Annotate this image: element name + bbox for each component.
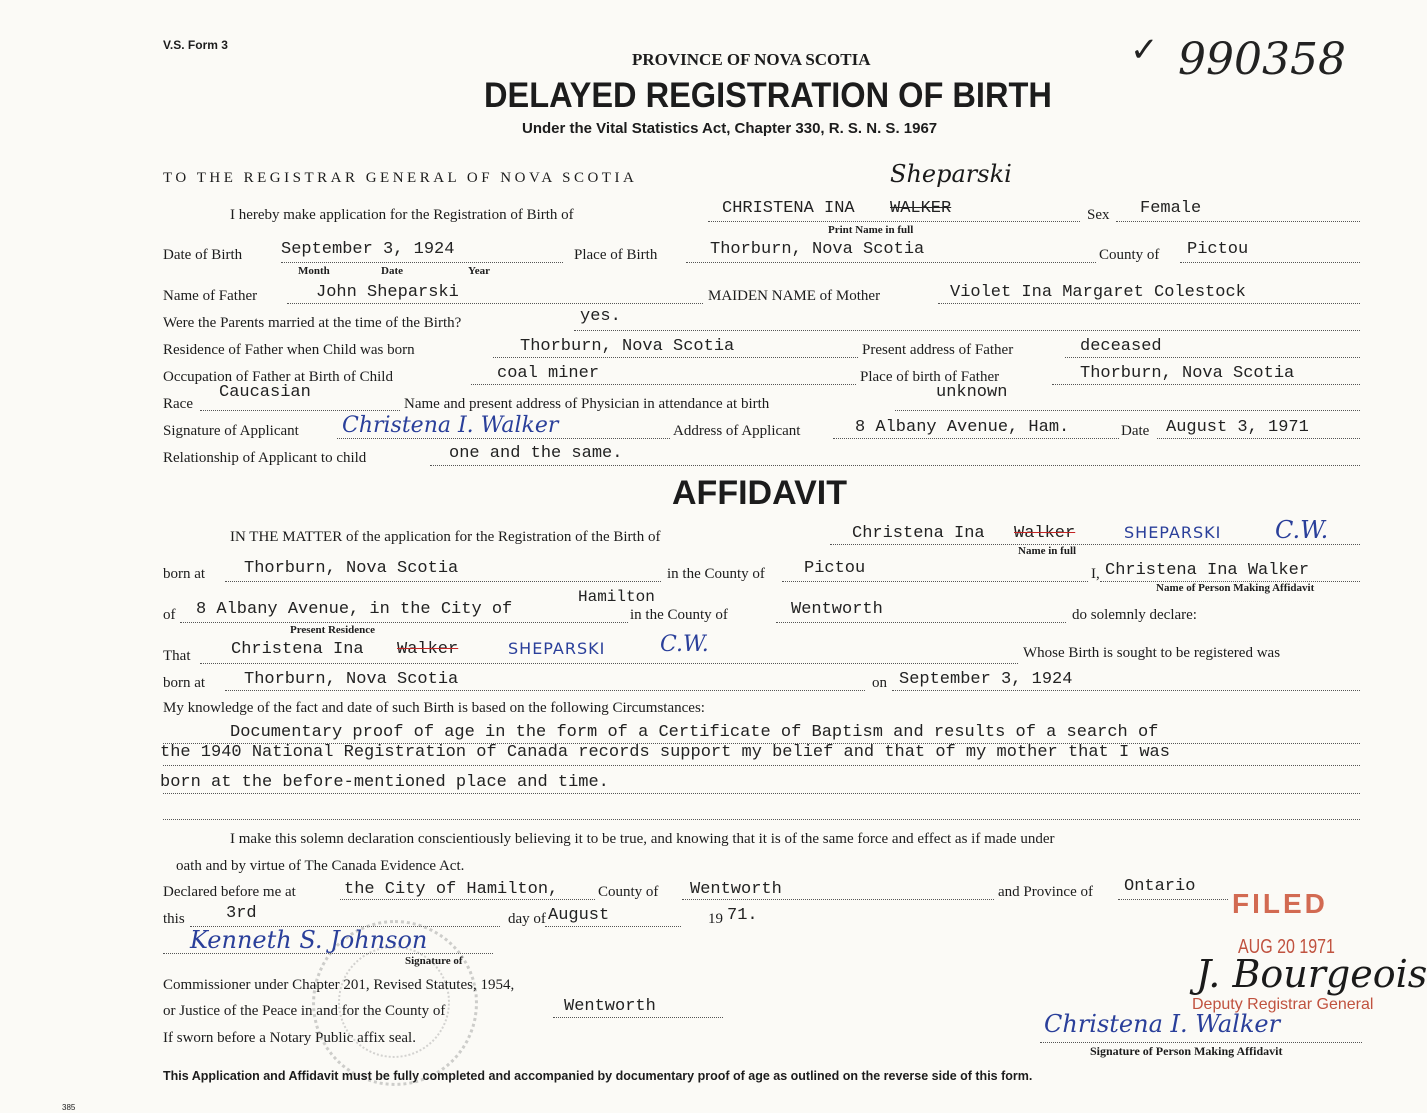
residence-line bbox=[180, 622, 628, 623]
i-label: I, bbox=[1091, 566, 1100, 582]
signature-of-caption: Signature of bbox=[405, 955, 463, 967]
affiant-caption: Name of Person Making Affidavit bbox=[1156, 582, 1315, 594]
this-label: this bbox=[163, 911, 185, 927]
father-address-line bbox=[1065, 357, 1360, 358]
born-at-value: Thorburn, Nova Scotia bbox=[244, 559, 459, 578]
mother-value: Violet Ina Margaret Colestock bbox=[950, 283, 1246, 302]
mother-label: MAIDEN NAME of Mother bbox=[708, 288, 881, 304]
on-date: September 3, 1924 bbox=[899, 670, 1073, 689]
printer-code: 385 bbox=[62, 1103, 76, 1112]
affidavit-county2-line bbox=[776, 622, 1066, 623]
dob-value: September 3, 1924 bbox=[281, 240, 455, 259]
county-line bbox=[1180, 262, 1360, 263]
dob-year-caption: Year bbox=[468, 265, 490, 277]
application-intro: I hereby make application for the Registration of Birth of bbox=[230, 207, 574, 223]
name-caption: Print Name in full bbox=[828, 224, 914, 236]
registration-number: 990358 bbox=[1178, 34, 1346, 85]
circumstances-line-3: born at the before-mentioned place and time. bbox=[160, 773, 609, 792]
born-at2-line bbox=[225, 690, 865, 691]
child-name: CHRISTENA INA bbox=[722, 199, 855, 218]
physician-line bbox=[895, 410, 1360, 411]
affidavit-county-line bbox=[782, 581, 1088, 582]
race-value: Caucasian bbox=[219, 383, 311, 402]
application-date-line bbox=[1157, 438, 1360, 439]
commissioner-county: Wentworth bbox=[564, 997, 656, 1016]
form-number: V.S. Form 3 bbox=[163, 38, 228, 52]
pob-label: Place of Birth bbox=[574, 247, 658, 263]
physician-value: unknown bbox=[936, 383, 1008, 402]
born-at2-value: Thorburn, Nova Scotia bbox=[244, 670, 459, 689]
county3-line bbox=[682, 899, 994, 900]
commissioner-signature-line bbox=[163, 953, 493, 954]
dob-date-caption: Date bbox=[381, 265, 403, 277]
occupation-value: coal miner bbox=[497, 364, 600, 383]
that-name-correction: SHEPARSKI bbox=[508, 639, 606, 658]
county3-value: Wentworth bbox=[690, 880, 782, 899]
declare-label: do solemnly declare: bbox=[1072, 607, 1197, 623]
father-value: John Sheparski bbox=[316, 283, 459, 302]
footer-note: This Application and Affidavit must be fully completed and accompanied by documentary proof of age as outlined on the reverse side of this form. bbox=[163, 1069, 1033, 1083]
pob-line bbox=[686, 262, 1096, 263]
circumstances-line-2: the 1940 National Registration of Canada records support my belief and that of my mother that I was bbox=[160, 743, 1170, 762]
sex-value: Female bbox=[1140, 199, 1202, 218]
dob-line bbox=[281, 262, 563, 263]
born-at2-label: born at bbox=[163, 675, 206, 691]
relationship-label: Relationship of Applicant to child bbox=[163, 450, 367, 466]
declared-at-line bbox=[340, 899, 595, 900]
declared-at: the City of Hamilton, bbox=[344, 880, 559, 899]
matter-caption: Name in full bbox=[1018, 545, 1077, 557]
form-title: DELAYED REGISTRATION OF BIRTH bbox=[484, 76, 1052, 115]
province-value: Ontario bbox=[1124, 877, 1196, 896]
father-address-value: deceased bbox=[1080, 337, 1162, 356]
circumstances-rule-3 bbox=[163, 793, 1360, 794]
father-address-label: Present address of Father bbox=[862, 342, 1014, 358]
matter-line bbox=[830, 544, 1360, 545]
affidavit-county2-label: in the County of bbox=[630, 607, 728, 623]
to-registrar: TO THE REGISTRAR GENERAL OF NOVA SCOTIA bbox=[163, 170, 638, 186]
that-name-struck: Walker bbox=[397, 640, 459, 659]
affidavit-heading: AFFIDAVIT bbox=[672, 474, 848, 512]
dob-month-caption: Month bbox=[298, 265, 330, 277]
father-label: Name of Father bbox=[163, 288, 258, 304]
born-at-line bbox=[225, 581, 661, 582]
father-residence-label: Residence of Father when Child was born bbox=[163, 342, 415, 358]
applicant-address-line bbox=[833, 438, 1119, 439]
affidavit-county-value: Pictou bbox=[804, 559, 866, 578]
deputy-signature: J. Bourgeois bbox=[1196, 952, 1427, 996]
name-handwritten: Sheparski bbox=[890, 160, 1012, 188]
circumstances-rule-2 bbox=[163, 765, 1360, 766]
month-line bbox=[545, 926, 681, 927]
father-line bbox=[287, 303, 703, 304]
commissioner-signature: Kenneth S. Johnson bbox=[190, 926, 428, 954]
month-value: August bbox=[548, 906, 610, 925]
matter-label: IN THE MATTER of the application for the Registration of the Birth of bbox=[230, 529, 661, 545]
county3-label: County of bbox=[598, 884, 659, 900]
matter-name-struck: Walker bbox=[1014, 524, 1076, 543]
father-residence-line bbox=[493, 357, 858, 358]
affidavit-county-label: in the County of bbox=[667, 566, 765, 582]
of-label: of bbox=[163, 607, 176, 623]
relationship-value: one and the same. bbox=[449, 444, 623, 463]
whose-birth-label: Whose Birth is sought to be registered was bbox=[1023, 645, 1281, 661]
pob-value: Thorburn, Nova Scotia bbox=[710, 240, 925, 259]
application-date-label: Date bbox=[1121, 423, 1150, 439]
form-subtitle: Under the Vital Statistics Act, Chapter 330, R. S. N. S. 1967 bbox=[522, 120, 938, 137]
applicant-signature-line bbox=[337, 438, 670, 439]
county-label: County of bbox=[1099, 247, 1160, 263]
affiant-signature-line bbox=[1040, 1042, 1362, 1043]
applicant-address-label: Address of Applicant bbox=[673, 423, 801, 439]
affiant-signature: Christena I. Walker bbox=[1044, 1010, 1281, 1038]
relationship-line bbox=[430, 465, 1360, 466]
on-label: on bbox=[872, 675, 887, 691]
residence-value: 8 Albany Avenue, in the City of bbox=[196, 600, 513, 619]
day-of-label: day of bbox=[508, 911, 546, 927]
father-pob-line bbox=[1052, 384, 1360, 385]
day-value: 3rd bbox=[226, 904, 257, 923]
born-at-label: born at bbox=[163, 566, 206, 582]
matter-name: Christena Ina bbox=[852, 524, 985, 543]
dob-label: Date of Birth bbox=[163, 247, 243, 263]
married-label: Were the Parents married at the time of the Birth? bbox=[163, 315, 462, 331]
race-label: Race bbox=[163, 396, 193, 412]
knowledge-label: My knowledge of the fact and date of such Birth is based on the following Circumstances: bbox=[163, 700, 705, 716]
that-initials: C.W. bbox=[660, 632, 709, 657]
sex-line bbox=[1116, 221, 1360, 222]
sex-label: Sex bbox=[1087, 207, 1110, 223]
on-date-line bbox=[892, 690, 1360, 691]
affiant-signature-caption: Signature of Person Making Affidavit bbox=[1090, 1044, 1283, 1058]
child-name-struck: WALKER bbox=[890, 199, 952, 218]
residence-caption: Present Residence bbox=[290, 624, 376, 636]
that-line bbox=[200, 663, 1018, 664]
occupation-line bbox=[471, 384, 856, 385]
applicant-signature-label: Signature of Applicant bbox=[163, 423, 299, 439]
filed-stamp: FILED bbox=[1232, 888, 1328, 919]
name-line bbox=[708, 221, 1080, 222]
father-residence-value: Thorburn, Nova Scotia bbox=[520, 337, 735, 356]
physician-label: Name and present address of Physician in attendance at birth bbox=[404, 396, 770, 412]
residence-city: Hamilton bbox=[578, 588, 655, 606]
commissioner-text-2: or Justice of the Peace in and for the County of bbox=[163, 1003, 446, 1019]
notary-text: If sworn before a Notary Public affix seal. bbox=[163, 1030, 416, 1046]
year-suffix: 71. bbox=[727, 906, 758, 925]
affidavit-county2-value: Wentworth bbox=[791, 600, 883, 619]
solemn-declaration-2: oath and by virtue of The Canada Evidence Act. bbox=[176, 858, 465, 874]
applicant-signature: Christena I. Walker bbox=[342, 413, 559, 438]
declared-label: Declared before me at bbox=[163, 884, 296, 900]
married-value: yes. bbox=[580, 307, 621, 326]
filed-date: AUG 20 1971 bbox=[1238, 936, 1335, 958]
commissioner-text-1: Commissioner under Chapter 201, Revised Statutes, 1954, bbox=[163, 977, 515, 993]
deputy-registrar-label: Deputy Registrar General bbox=[1192, 996, 1374, 1013]
affiant-name: Christena Ina Walker bbox=[1105, 561, 1310, 580]
father-pob-label: Place of birth of Father bbox=[860, 369, 1000, 385]
application-date-value: August 3, 1971 bbox=[1166, 418, 1309, 437]
that-label: That bbox=[163, 648, 191, 664]
mother-line bbox=[938, 303, 1360, 304]
circumstances-rule-4 bbox=[163, 819, 1360, 820]
applicant-address-value: 8 Albany Avenue, Ham. bbox=[855, 418, 1070, 437]
circumstances-line-1: Documentary proof of age in the form of a Certificate of Baptism and results of a search of bbox=[230, 723, 1159, 742]
that-name: Christena Ina bbox=[231, 640, 364, 659]
province-heading: PROVINCE OF NOVA SCOTIA bbox=[632, 50, 871, 69]
occupation-label: Occupation of Father at Birth of Child bbox=[163, 369, 393, 385]
matter-name-correction: SHEPARSKI bbox=[1124, 523, 1222, 542]
married-line bbox=[574, 330, 1360, 331]
check-mark-icon: ✓ bbox=[1130, 30, 1159, 70]
solemn-declaration-1: I make this solemn declaration conscientiously believing it to be true, and knowing that it is of the same force and effect as if made under bbox=[230, 831, 1055, 847]
race-line bbox=[200, 410, 400, 411]
province-line bbox=[1118, 899, 1228, 900]
year-prefix: 19 bbox=[708, 911, 723, 927]
commissioner-county-line bbox=[553, 1017, 723, 1018]
father-pob-value: Thorburn, Nova Scotia bbox=[1080, 364, 1295, 383]
county-value: Pictou bbox=[1187, 240, 1249, 259]
province-label: and Province of bbox=[998, 884, 1093, 900]
matter-initials: C.W. bbox=[1275, 516, 1329, 544]
